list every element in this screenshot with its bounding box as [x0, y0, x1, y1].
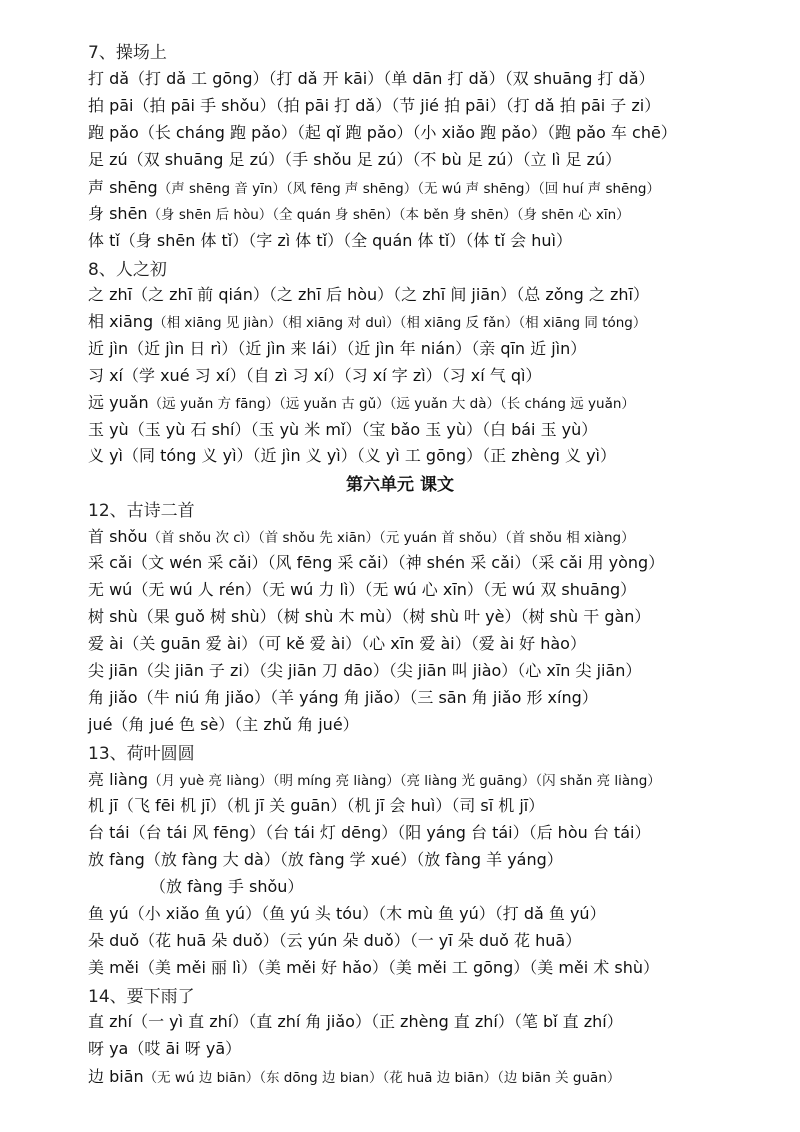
vocab-head: 身 shēn: [88, 204, 148, 223]
vocab-line: 之 zhī（之 zhī 前 qián）（之 zhī 后 hòu）（之 zhī 间 jiān）（总 zǒng 之 zhī）: [88, 285, 649, 304]
vocab-line: 拍 pāi（拍 pāi 手 shǒu）（拍 pāi 打 dǎ）（节 jié 拍 pāi）（打 dǎ 拍 pāi 子 zi）: [88, 96, 661, 115]
vocab-line: 机 jī（飞 fēi 机 jī）（机 jī 关 guān）（机 jī 会 huì）（司 sī 机 jī）: [88, 796, 545, 815]
vocab-head: 相 xiāng: [88, 312, 154, 331]
vocab-line: 朵 duǒ（花 huā 朵 duǒ）（云 yún 朵 duǒ）（一 yī 朵 duǒ 花 huā）: [88, 931, 582, 950]
vocab-line: 直 zhí（一 yì 直 zhí）（直 zhí 角 jiǎo）（正 zhèng 直 zhí）（笔 bǐ 直 zhí）: [88, 1012, 623, 1031]
vocab-words: （远 yuǎn 方 fāng）（远 yuǎn 古 gǔ）（远 yuǎn 大 dà）（长 cháng 远 yuǎn）: [148, 396, 635, 412]
section-heading: 12、古诗二首: [88, 501, 195, 521]
vocab-line: 近 jìn（近 jìn 日 rì）（近 jìn 来 lái）（近 jìn 年 nián）（亲 qīn 近 jìn）: [88, 339, 587, 358]
vocab-line: [88, 524, 635, 547]
vocab-line: 打 dǎ（打 dǎ 工 gōng）（打 dǎ 开 kāi）（单 dān 打 dǎ）（双 shuāng 打 dǎ）: [88, 69, 655, 88]
vocab-line: 采 cǎi（文 wén 采 cǎi）（风 fēng 采 cǎi）（神 shén 采 cǎi）（采 cǎi 用 yòng）: [88, 553, 665, 572]
vocab-words: （相 xiāng 见 jiàn）（相 xiāng 对 duì）（相 xiāng 反 fǎn）（相 xiāng 同 tóng）: [153, 315, 647, 331]
vocab-words: （月 yuè 亮 liàng）（明 míng 亮 liàng）（亮 liàng 光 guāng）（闪 shǎn 亮 liàng）: [148, 773, 661, 789]
vocab-line: [88, 1064, 620, 1087]
vocab-line: 树 shù（果 guǒ 树 shù）（树 shù 木 mù）（树 shù 叶 yè）（树 shù 干 gàn）: [88, 607, 651, 626]
section-heading: 8、人之初: [88, 260, 167, 280]
vocab-words: （无 wú 边 biān）（东 dōng 边 bian）（花 huā 边 biān）（边 biān 关 guān）: [143, 1070, 621, 1086]
vocab-line: 无 wú（无 wú 人 rén）（无 wú 力 lì）（无 wú 心 xīn）（无 wú 双 shuāng）: [88, 580, 637, 599]
vocab-line: 体 tǐ（身 shēn 体 tǐ）（字 zì 体 tǐ）（全 quán 体 tǐ）（体 tǐ 会 huì）: [88, 231, 572, 250]
section-heading: 14、要下雨了: [88, 987, 195, 1007]
vocab-line: [88, 175, 660, 198]
vocab-head: 远 yuǎn: [88, 393, 149, 412]
vocab-line: 习 xí（学 xué 习 xí）（自 zì 习 xí）（习 xí 字 zì）（习 xí 气 qì）: [88, 366, 542, 385]
vocab-line: 义 yì（同 tóng 义 yì）（近 jìn 义 yì）（义 yì 工 gōng）（正 zhèng 义 yì）: [88, 446, 617, 465]
vocab-head: 声 shēng: [88, 178, 158, 197]
vocab-line: [88, 309, 646, 332]
vocab-line: 美 měi（美 měi 丽 lì）（美 měi 好 hǎo）（美 měi 工 gōng）（美 měi 术 shù）: [88, 958, 659, 977]
vocab-line-continued: （放 fàng 手 shǒu）: [150, 877, 304, 896]
vocab-line: 鱼 yú（小 xiǎo 鱼 yú）（鱼 yú 头 tóu）（木 mù 鱼 yú）（打 dǎ 鱼 yú）: [88, 904, 606, 923]
vocab-line: 爱 ài（关 guān 爱 ài）（可 kě 爱 ài）（心 xīn 爱 ài）（爱 ài 好 hào）: [88, 634, 586, 653]
section-heading: 7、操场上: [88, 43, 167, 63]
vocab-head: 亮 liàng: [88, 770, 149, 789]
vocab-line: 台 tái（台 tái 风 fēng）（台 tái 灯 dēng）（阳 yáng 台 tái）（后 hòu 台 tái）: [88, 823, 651, 842]
vocab-line: [88, 767, 661, 790]
vocab-line: 呀 ya（哎 āi 呀 yā）: [88, 1039, 242, 1058]
vocab-words: （声 shēng 音 yīn）（风 fēng 声 shēng）（无 wú 声 shēng）（回 huí 声 shēng）: [157, 181, 660, 197]
vocab-head: 首 shǒu: [88, 527, 148, 546]
vocab-line: 足 zú（双 shuāng 足 zú）（手 shǒu 足 zú）（不 bù 足 zú）（立 lì 足 zú）: [88, 150, 622, 169]
vocab-words: （身 shēn 后 hòu）（全 quán 身 shēn）（本 běn 身 shēn）（身 shēn 心 xīn）: [147, 207, 630, 223]
vocab-line: 角 jiǎo（牛 niú 角 jiǎo）（羊 yáng 角 jiǎo）（三 sān 角 jiǎo 形 xíng）: [88, 688, 598, 707]
vocab-line: jué（角 jué 色 sè）（主 zhǔ 角 jué）: [88, 715, 359, 734]
vocab-head: 边 biān: [88, 1067, 144, 1086]
vocab-words: （首 shǒu 次 cì）（首 shǒu 先 xiān）（元 yuán 首 shǒu）（首 shǒu 相 xiàng）: [147, 530, 635, 546]
vocab-line: 尖 jiān（尖 jiān 子 zi）（尖 jiān 刀 dāo）（尖 jiān 叫 jiào）（心 xīn 尖 jiān）: [88, 661, 642, 680]
vocab-line: 放 fàng（放 fàng 大 dà）（放 fàng 学 xué）（放 fàng 羊 yáng）: [88, 850, 563, 869]
vocab-line: 跑 pǎo（长 cháng 跑 pǎo）（起 qǐ 跑 pǎo）（小 xiǎo 跑 pǎo）（跑 pǎo 车 chē）: [88, 123, 677, 142]
unit-title: 第六单元 课文: [346, 475, 454, 495]
vocab-line: [88, 201, 630, 224]
section-heading: 13、荷叶圆圆: [88, 744, 195, 764]
vocab-line: [88, 390, 635, 413]
vocab-line: 玉 yù（玉 yù 石 shí）（玉 yù 米 mǐ）（宝 bǎo 玉 yù）（白 bái 玉 yù）: [88, 420, 598, 439]
